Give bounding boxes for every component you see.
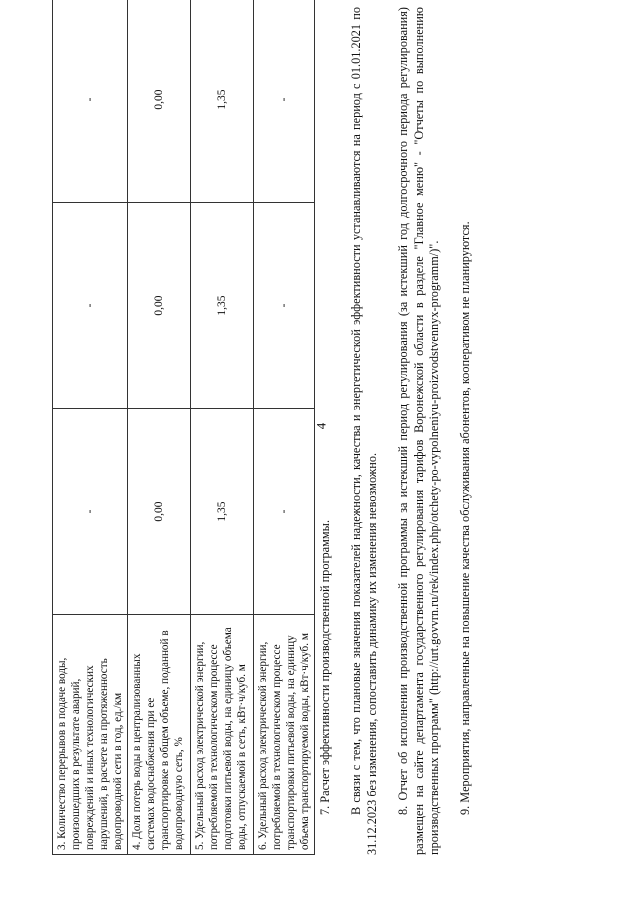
indicator-value: 1,35: [191, 0, 254, 203]
indicator-name: 5. Удельный расход электрической энергии, потребляемой в технологическом процессе подготовки питьевой воды, на единицу объема воды, отпускаемой в сеть, кВт·ч/куб. м: [191, 615, 254, 855]
indicator-value: 1,35: [191, 203, 254, 409]
indicator-name: 3. Количество перерывов в подаче воды, произошедших в результате аварий, повреждений и иных технологических нарушений, в расчете на протяженность водопроводной сети в год, ед./км: [53, 615, 128, 855]
indicator-value: -: [53, 0, 128, 203]
section-7-text: В связи с тем, что плановые значения показателей надежности, качества и энергетической эффективности устанавливаются на период с 01.01.2021 по 31.12.2023 без изменения, сопоставить динамику их изменения невозможно.: [349, 7, 379, 855]
indicator-value: -: [254, 203, 315, 409]
table-row: [254, 0, 315, 855]
indicator-value: 0,00: [128, 0, 191, 203]
section-9-text: 9. Мероприятия, направленные на повышение качества обслуживания абонентов, кооперативом не планируются.: [458, 221, 473, 815]
indicators-table: [52, 0, 315, 855]
indicator-value: 1,35: [191, 409, 254, 615]
table-row: [53, 0, 128, 855]
document-body: [318, 7, 474, 855]
indicator-value: -: [254, 409, 315, 615]
indicator-value: -: [254, 0, 315, 203]
section-8-text: 8. Отчет об исполнении производственной программы за истекший период регулирования (за истекший год долгосрочного периода регулирования) размещен на сайте департамента государственного регулирования тарифов Воронежской области в разделе "Главное меню" - "Отчеты по выполнению производственных программ" (http://urt.govvrn.ru/rek/index.php/otchety-po-vypolneniyu-proizvodstvennyx-programm/)".: [396, 7, 442, 855]
indicator-value: 0,00: [128, 203, 191, 409]
indicator-value: -: [53, 409, 128, 615]
indicator-value: 0,00: [128, 409, 191, 615]
page-number: 4: [313, 422, 329, 430]
table-row: [128, 0, 191, 855]
indicator-value: -: [53, 203, 128, 409]
table-row: [191, 0, 254, 855]
section-7-title: 7. Расчет эффективности производственной программы.: [318, 519, 332, 815]
indicator-name: 6. Удельный расход электрической энергии, потребляемой в технологическом процессе транспортировки питьевой воды, на единицу объема транспортируемой воды, кВт·ч/куб. м: [254, 615, 315, 855]
indicator-name: 4. Доля потерь воды в централизованных системах водоснабжения при ее транспортировке в общем объеме, поданной в водопроводную сеть, %: [128, 615, 191, 855]
